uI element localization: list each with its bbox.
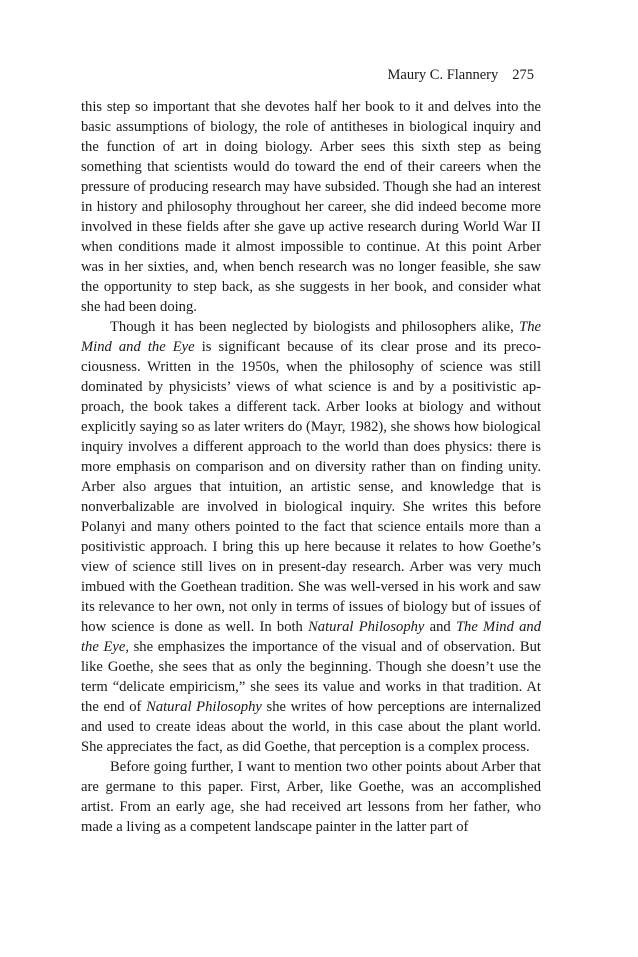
- text-run: she writes of how perceptions are internalized and used to create ideas about the world, in this case about the plant world. She appreciates the fact, as did Goethe, that perception is a complex process.: [81, 699, 541, 755]
- running-head-author: Maury C. Flannery: [387, 67, 499, 83]
- body-text: [81, 97, 541, 837]
- text-run: is significant because of its clear prose and its precociousness. Written in the 1950s, when the philosophy of science was still dominated by physicists’ views of what science is and by a positivistic approach, the book takes a different tack. Arber looks at biology and without explicitly saying so as later writers do (Mayr, 1982), she shows how biological inquiry involves a different approach to the world than does physics: there is more emphasis on comparison and on diversity rather than on finding unity. Arber also argues that intuition, an artistic sense, and knowledge that is nonverbalizable are involved in biological inquiry. She writes this before Polanyi and many others pointed to the fact that science entails more than a positivistic approach. I bring this up here because it relates to how Goethe’s view of science still lives on in present-day research. Arber was very much imbued with the Goethean tradition. She was well-versed in his work and saw its relevance to her own, not only in terms of issues of biology but of issues of how science is done as well. In both: [81, 339, 541, 635]
- text-run: , she emphasizes the importance of the visual and of observation. But like Goethe, she sees that as only the beginning. Though she doesn’t use the term “delicate empiricism,” she sees its value and works in that tradition. At the end of: [81, 639, 541, 715]
- book-title-italic: The Mind and the Eye: [81, 619, 541, 655]
- text-run: Before going further, I want to mention two other points about Arber that are germane to this paper. First, Arber, like Goethe, was an accomplished artist. From an early age, she had received art lessons from her father, who made a living as a competent landscape painter in the latter part of: [81, 759, 541, 835]
- paragraph: [81, 317, 541, 757]
- book-title-italic: Natural Philosophy: [308, 619, 425, 635]
- text-run: this step so important that she devotes half her book to it and delves into the basic assumptions of biology, the role of antitheses in biological inquiry and the function of art in doing biology. Arber sees this sixth step as being something that scientists would do toward the end of their careers when the pressure of producing research may have subsided. Though she had an interest in history and philosophy throughout her career, she did indeed become more involved in these fields after she gave up active research during World War II when conditions made it almost impossible to continue. At this point Arber was in her sixties, and, when bench research was no longer feasible, she saw the opportunity to step back, as she suggests in her book, and consider what she had been doing.: [81, 99, 541, 315]
- text-run: and: [424, 619, 456, 635]
- running-head: [388, 66, 535, 84]
- book-title-italic: The Mind and the Eye: [81, 319, 541, 355]
- paragraph: [81, 97, 541, 317]
- book-title-italic: Natural Philosophy: [146, 699, 262, 715]
- paragraph: [81, 757, 541, 837]
- page-number: 275: [512, 67, 534, 83]
- text-run: Though it has been neglected by biologists and philosophers alike,: [110, 319, 520, 335]
